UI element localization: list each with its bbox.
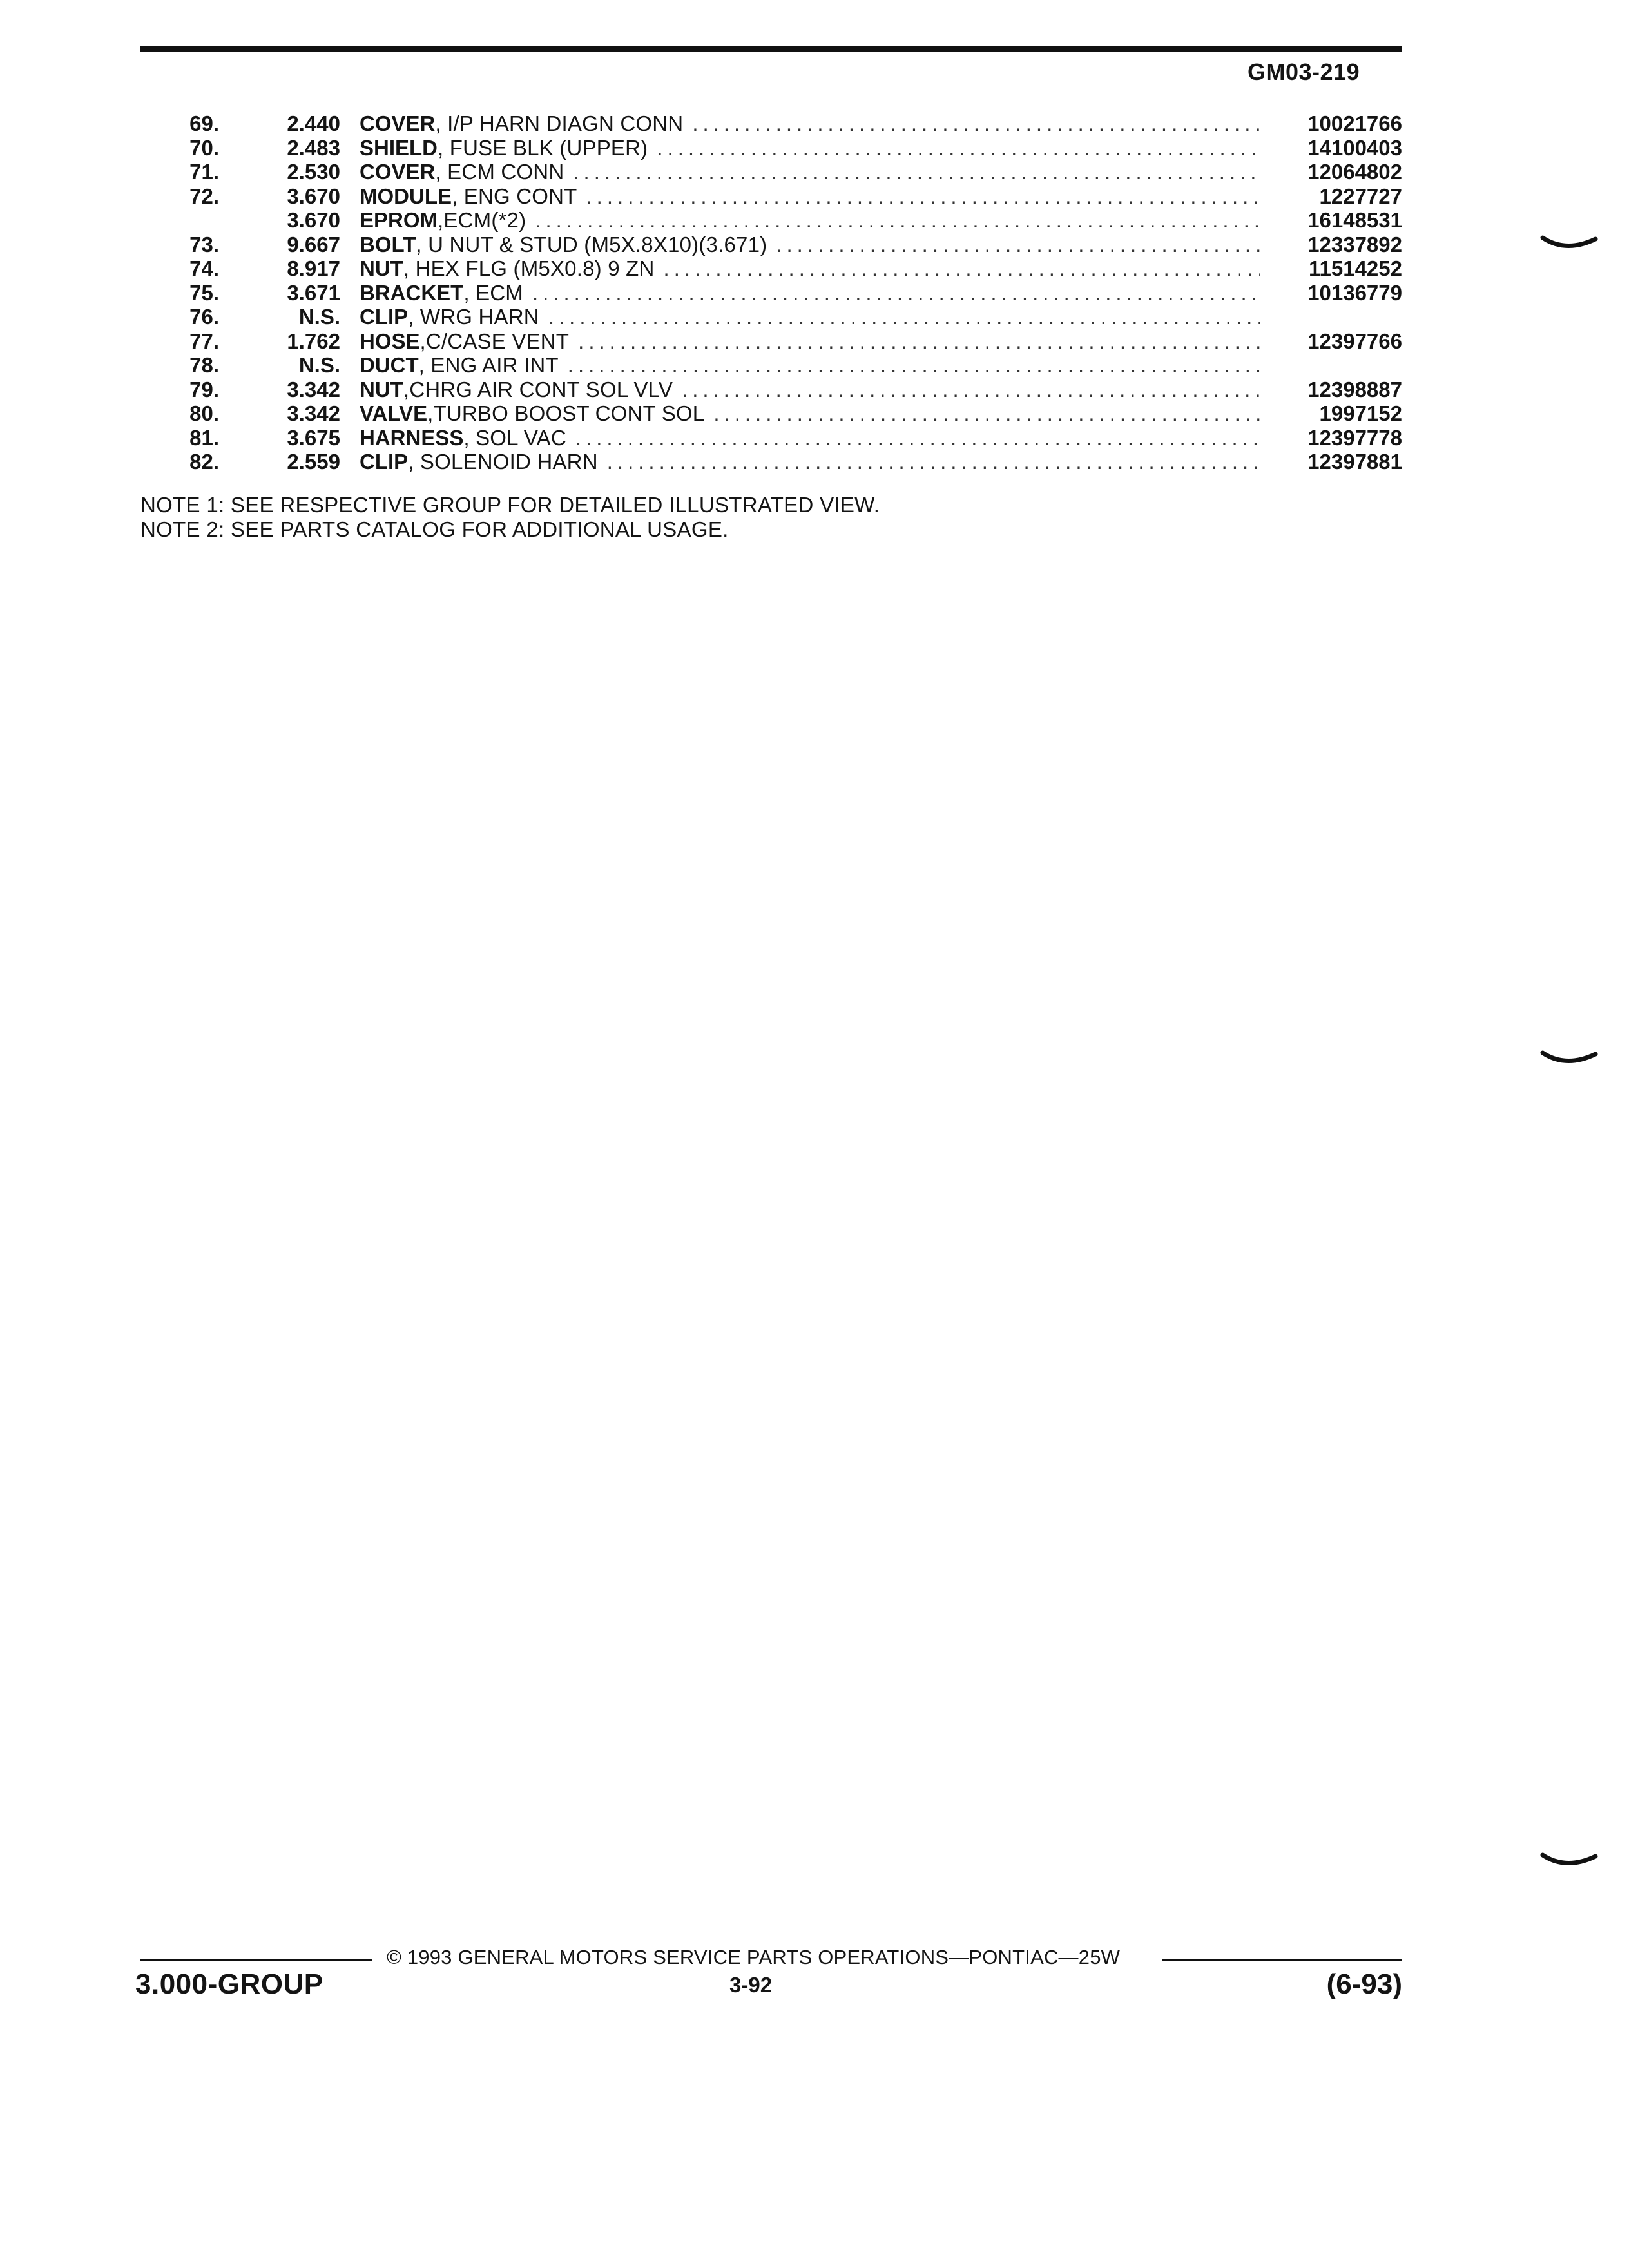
part-noun: DUCT xyxy=(360,353,419,377)
date-code: (6-93) xyxy=(1326,1968,1402,2000)
part-number: 1997152 xyxy=(1319,401,1402,425)
group-label: 3.000-GROUP xyxy=(135,1968,323,2000)
parts-row xyxy=(140,208,1402,233)
part-number: 11514252 xyxy=(1308,256,1402,280)
parts-row xyxy=(140,329,1402,354)
part-modifier: , SOLENOID HARN xyxy=(408,450,598,474)
group-number: 3.670 xyxy=(287,208,340,232)
part-modifier: ,CHRG AIR CONT SOL VLV xyxy=(403,377,673,401)
group-number: 2.483 xyxy=(287,135,340,160)
group-number: N.S. xyxy=(298,353,340,377)
group-number: 1.762 xyxy=(287,329,340,353)
item-number: 79. xyxy=(189,377,219,401)
page-code: GM03-219 xyxy=(1248,59,1360,85)
header-rule xyxy=(140,46,1402,52)
binder-hole-mark-icon xyxy=(1540,1037,1598,1076)
part-description xyxy=(360,136,1260,160)
part-noun: SHIELD xyxy=(360,135,438,160)
part-modifier: , FUSE BLK (UPPER) xyxy=(438,135,648,160)
footer-rule-left xyxy=(140,1959,372,1961)
copyright-line: © 1993 GENERAL MOTORS SERVICE PARTS OPERATIONS—PONTIAC—25W xyxy=(387,1946,1121,1968)
part-number: 12397881 xyxy=(1307,450,1402,474)
dot-leader xyxy=(767,233,1260,257)
part-modifier: , ECM xyxy=(463,280,523,305)
part-noun: EPROM xyxy=(360,208,438,232)
dot-leader xyxy=(559,353,1260,378)
notes-section xyxy=(140,493,1171,542)
part-modifier: , WRG HARN xyxy=(408,305,539,329)
parts-row xyxy=(140,378,1402,402)
group-number: N.S. xyxy=(298,305,340,329)
item-number: 81. xyxy=(189,425,219,450)
dot-leader xyxy=(539,305,1260,329)
item-number: 80. xyxy=(189,401,219,425)
parts-list xyxy=(140,111,1402,474)
dot-leader xyxy=(655,256,1260,281)
part-noun: CLIP xyxy=(360,450,409,474)
part-noun: COVER xyxy=(360,160,436,184)
dot-leader xyxy=(577,184,1260,209)
part-modifier: , SOL VAC xyxy=(463,425,566,450)
dot-leader xyxy=(564,160,1260,184)
part-noun: HOSE xyxy=(360,329,420,353)
parts-row xyxy=(140,426,1402,450)
part-noun: BRACKET xyxy=(360,280,464,305)
part-noun: HARNESS xyxy=(360,425,464,450)
part-modifier: , ECM CONN xyxy=(435,160,564,184)
part-description xyxy=(360,450,1260,474)
part-description xyxy=(360,184,1260,209)
part-modifier: ,TURBO BOOST CONT SOL xyxy=(427,401,705,425)
part-description xyxy=(360,281,1260,305)
part-number: 14100403 xyxy=(1307,135,1402,160)
group-number: 3.342 xyxy=(287,377,340,401)
part-noun: VALVE xyxy=(360,401,428,425)
part-modifier: ,C/CASE VENT xyxy=(419,329,570,353)
binder-hole-mark-icon xyxy=(1540,1840,1598,1878)
parts-row xyxy=(140,353,1402,378)
part-description xyxy=(360,111,1260,136)
dot-leader xyxy=(598,450,1260,474)
dot-leader xyxy=(523,281,1260,305)
group-number: 3.675 xyxy=(287,425,340,450)
part-number: 12064802 xyxy=(1307,160,1402,184)
part-description xyxy=(360,378,1260,402)
part-number: 16148531 xyxy=(1307,208,1402,232)
part-modifier: , I/P HARN DIAGN CONN xyxy=(435,111,684,135)
part-modifier: , ENG CONT xyxy=(452,184,577,208)
part-number: 12398887 xyxy=(1307,377,1402,401)
item-number: 73. xyxy=(189,232,219,256)
part-number: 12337892 xyxy=(1307,232,1402,256)
dot-leader xyxy=(566,426,1260,450)
part-description xyxy=(360,208,1260,233)
item-number: 77. xyxy=(189,329,219,353)
parts-row xyxy=(140,281,1402,305)
group-number: 2.530 xyxy=(287,160,340,184)
item-number: 71. xyxy=(189,160,219,184)
note-1: NOTE 1: SEE RESPECTIVE GROUP FOR DETAILED ILLUSTRATED VIEW. xyxy=(140,493,880,517)
part-modifier: , ENG AIR INT xyxy=(418,353,559,377)
dot-leader xyxy=(673,378,1260,402)
group-number: 3.671 xyxy=(287,280,340,305)
part-noun: MODULE xyxy=(360,184,452,208)
footer-rule-right xyxy=(1162,1959,1402,1961)
item-number: 82. xyxy=(189,450,219,474)
group-number: 3.342 xyxy=(287,401,340,425)
part-description xyxy=(360,401,1260,426)
parts-row xyxy=(140,450,1402,474)
dot-leader xyxy=(526,208,1260,233)
part-description xyxy=(360,160,1260,184)
group-number: 2.559 xyxy=(287,450,340,474)
part-noun: CLIP xyxy=(360,305,409,329)
parts-row xyxy=(140,256,1402,281)
item-number: 69. xyxy=(189,111,219,135)
part-modifier: , U NUT & STUD (M5X.8X10)(3.671) xyxy=(416,232,767,256)
part-modifier: ,ECM(*2) xyxy=(438,208,526,232)
part-noun: BOLT xyxy=(360,232,416,256)
group-number: 2.440 xyxy=(287,111,340,135)
part-description xyxy=(360,233,1260,257)
group-number: 9.667 xyxy=(287,232,340,256)
parts-row xyxy=(140,401,1402,426)
part-description xyxy=(360,426,1260,450)
part-noun: COVER xyxy=(360,111,436,135)
group-number: 8.917 xyxy=(287,256,340,280)
parts-row xyxy=(140,233,1402,257)
dot-leader xyxy=(704,401,1260,426)
parts-row xyxy=(140,136,1402,160)
parts-row xyxy=(140,305,1402,329)
part-number: 10136779 xyxy=(1307,280,1402,305)
part-description xyxy=(360,329,1260,354)
item-number: 70. xyxy=(189,135,219,160)
item-number: 76. xyxy=(189,305,219,329)
dot-leader xyxy=(648,136,1260,160)
dot-leader xyxy=(683,111,1260,136)
dot-leader xyxy=(569,329,1260,354)
part-number: 10021766 xyxy=(1307,111,1402,135)
item-number: 74. xyxy=(189,256,219,280)
part-number: 1227727 xyxy=(1319,184,1402,208)
page-number: 3-92 xyxy=(729,1973,773,1997)
part-description xyxy=(360,305,1260,329)
note-2: NOTE 2: SEE PARTS CATALOG FOR ADDITIONAL USAGE. xyxy=(140,517,729,541)
part-number: 12397766 xyxy=(1307,329,1402,353)
part-description xyxy=(360,353,1260,378)
group-number: 3.670 xyxy=(287,184,340,208)
item-number: 78. xyxy=(189,353,219,377)
part-number: 12397778 xyxy=(1307,425,1402,450)
parts-row xyxy=(140,184,1402,209)
part-noun: NUT xyxy=(360,377,403,401)
item-number: 75. xyxy=(189,280,219,305)
binder-hole-mark-icon xyxy=(1540,222,1598,261)
part-modifier: , HEX FLG (M5X0.8) 9 ZN xyxy=(403,256,655,280)
part-noun: NUT xyxy=(360,256,403,280)
part-description xyxy=(360,256,1260,281)
parts-row xyxy=(140,111,1402,136)
parts-row xyxy=(140,160,1402,184)
item-number: 72. xyxy=(189,184,219,208)
